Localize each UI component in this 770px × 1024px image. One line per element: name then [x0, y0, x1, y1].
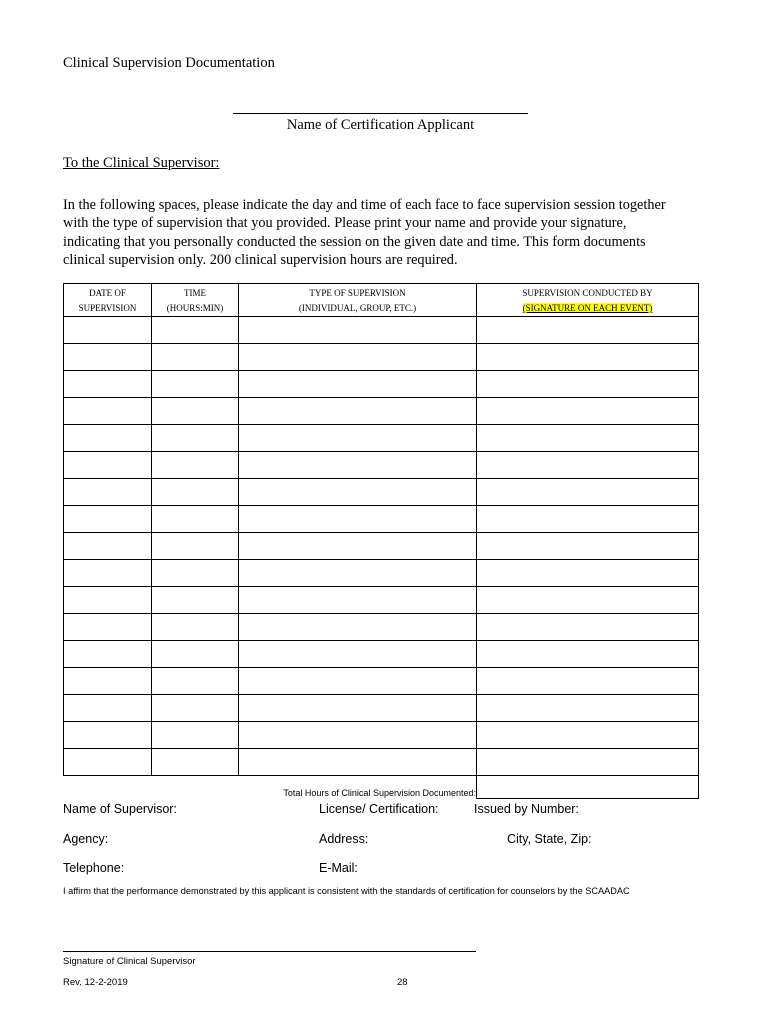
revision-date: Rev. 12-2-2019 [63, 977, 128, 988]
type-cell[interactable] [239, 371, 477, 398]
type-cell[interactable] [239, 317, 477, 344]
header-time-line1: TIME [184, 288, 206, 298]
instructions-paragraph: In the following spaces, please indicate the day and time of each face to face supervision session together with the type of supervision that you provided. Please print your name and provide your signature, indicating that you personally conducted the session on the given date and time. This form documents clinical supervision only. 200 clinical supervision hours are required. [63, 197, 666, 268]
type-cell[interactable] [239, 452, 477, 479]
header-signature-line2: (SIGNATURE ON EACH EVENT) [522, 303, 653, 313]
signature-cell[interactable] [477, 560, 699, 587]
total-hours-field[interactable] [476, 772, 699, 799]
type-cell[interactable] [239, 506, 477, 533]
applicant-name-line[interactable] [233, 113, 528, 114]
signature-cell[interactable] [477, 425, 699, 452]
agency-label: Agency: [63, 832, 109, 846]
total-hours-label: Total Hours of Clinical Supervision Documented: [283, 788, 476, 798]
signature-cell[interactable] [477, 398, 699, 425]
column-header-time [152, 284, 239, 317]
type-cell[interactable] [239, 344, 477, 371]
header-date-line2: SUPERVISION [78, 303, 137, 313]
type-cell[interactable] [239, 560, 477, 587]
header-type-line2: (INDIVIDUAL, GROUP, ETC.) [298, 303, 417, 313]
date-cell[interactable] [64, 371, 152, 398]
license-label: License/ Certification: [319, 802, 439, 816]
date-cell[interactable] [64, 425, 152, 452]
time-cell[interactable] [152, 587, 239, 614]
table-header-row [64, 284, 699, 317]
total-hours-row [63, 772, 698, 799]
header-type-line1: TYPE OF SUPERVISION [309, 288, 406, 298]
header-time-line2: (HOURS:MIN) [166, 303, 224, 313]
time-cell[interactable] [152, 668, 239, 695]
signature-cell[interactable] [477, 479, 699, 506]
table-row [64, 533, 699, 560]
type-cell[interactable] [239, 641, 477, 668]
column-header-date [64, 284, 152, 317]
time-cell[interactable] [152, 560, 239, 587]
date-cell[interactable] [64, 398, 152, 425]
date-cell[interactable] [64, 533, 152, 560]
table-row [64, 317, 699, 344]
date-cell[interactable] [64, 641, 152, 668]
signature-cell[interactable] [477, 668, 699, 695]
signature-cell[interactable] [477, 722, 699, 749]
header-date-line1: DATE OF [89, 288, 126, 298]
city-state-zip-label: City, State, Zip: [507, 832, 592, 846]
column-header-signature [477, 284, 699, 317]
email-label: E-Mail: [319, 861, 358, 875]
table-row [64, 722, 699, 749]
date-cell[interactable] [64, 452, 152, 479]
date-cell[interactable] [64, 614, 152, 641]
type-cell[interactable] [239, 479, 477, 506]
type-cell[interactable] [239, 695, 477, 722]
signature-cell[interactable] [477, 452, 699, 479]
time-cell[interactable] [152, 398, 239, 425]
date-cell[interactable] [64, 668, 152, 695]
signature-cell[interactable] [477, 371, 699, 398]
time-cell[interactable] [152, 641, 239, 668]
supervisor-signature-line[interactable] [63, 951, 476, 952]
table-row [64, 452, 699, 479]
type-cell[interactable] [239, 587, 477, 614]
time-cell[interactable] [152, 614, 239, 641]
column-header-type [239, 284, 477, 317]
time-cell[interactable] [152, 452, 239, 479]
table-body [64, 317, 699, 776]
table-row [64, 344, 699, 371]
signature-cell[interactable] [477, 317, 699, 344]
table-row [64, 371, 699, 398]
time-cell[interactable] [152, 695, 239, 722]
signature-cell[interactable] [477, 344, 699, 371]
time-cell[interactable] [152, 344, 239, 371]
date-cell[interactable] [64, 479, 152, 506]
signature-cell[interactable] [477, 641, 699, 668]
type-cell[interactable] [239, 533, 477, 560]
type-cell[interactable] [239, 425, 477, 452]
time-cell[interactable] [152, 371, 239, 398]
date-cell[interactable] [64, 344, 152, 371]
type-cell[interactable] [239, 668, 477, 695]
time-cell[interactable] [152, 479, 239, 506]
address-label: Address: [319, 832, 369, 846]
table-row [64, 587, 699, 614]
table-row [64, 695, 699, 722]
date-cell[interactable] [64, 695, 152, 722]
date-cell[interactable] [64, 317, 152, 344]
signature-label: Signature of Clinical Supervisor [63, 956, 196, 967]
document-title: Clinical Supervision Documentation [63, 55, 275, 71]
table-row [64, 614, 699, 641]
time-cell[interactable] [152, 317, 239, 344]
type-cell[interactable] [239, 722, 477, 749]
affirmation-statement: I affirm that the performance demonstrated by this applicant is consistent with the standards of certification for counselors by the SCAADAC [63, 886, 630, 896]
table-row [64, 506, 699, 533]
header-signature-line1: SUPERVISION CONDUCTED BY [522, 288, 653, 298]
page-number: 28 [397, 977, 408, 988]
signature-cell[interactable] [477, 614, 699, 641]
table-row [64, 479, 699, 506]
applicant-name-label: Name of Certification Applicant [286, 117, 475, 133]
supervisor-name-label: Name of Supervisor: [63, 802, 177, 816]
time-cell[interactable] [152, 533, 239, 560]
time-cell[interactable] [152, 506, 239, 533]
date-cell[interactable] [64, 506, 152, 533]
table-row [64, 425, 699, 452]
date-cell[interactable] [64, 587, 152, 614]
salutation: To the Clinical Supervisor: [63, 155, 220, 171]
signature-cell[interactable] [477, 587, 699, 614]
table-row [64, 398, 699, 425]
date-cell[interactable] [64, 722, 152, 749]
time-cell[interactable] [152, 425, 239, 452]
signature-cell[interactable] [477, 506, 699, 533]
signature-cell[interactable] [477, 533, 699, 560]
type-cell[interactable] [239, 614, 477, 641]
signature-cell[interactable] [477, 695, 699, 722]
supervision-log-table [63, 283, 699, 776]
date-cell[interactable] [64, 560, 152, 587]
issued-by-label: Issued by Number: [474, 802, 579, 816]
table-row [64, 668, 699, 695]
table-row [64, 641, 699, 668]
telephone-label: Telephone: [63, 861, 125, 875]
table-row [64, 560, 699, 587]
type-cell[interactable] [239, 398, 477, 425]
time-cell[interactable] [152, 722, 239, 749]
